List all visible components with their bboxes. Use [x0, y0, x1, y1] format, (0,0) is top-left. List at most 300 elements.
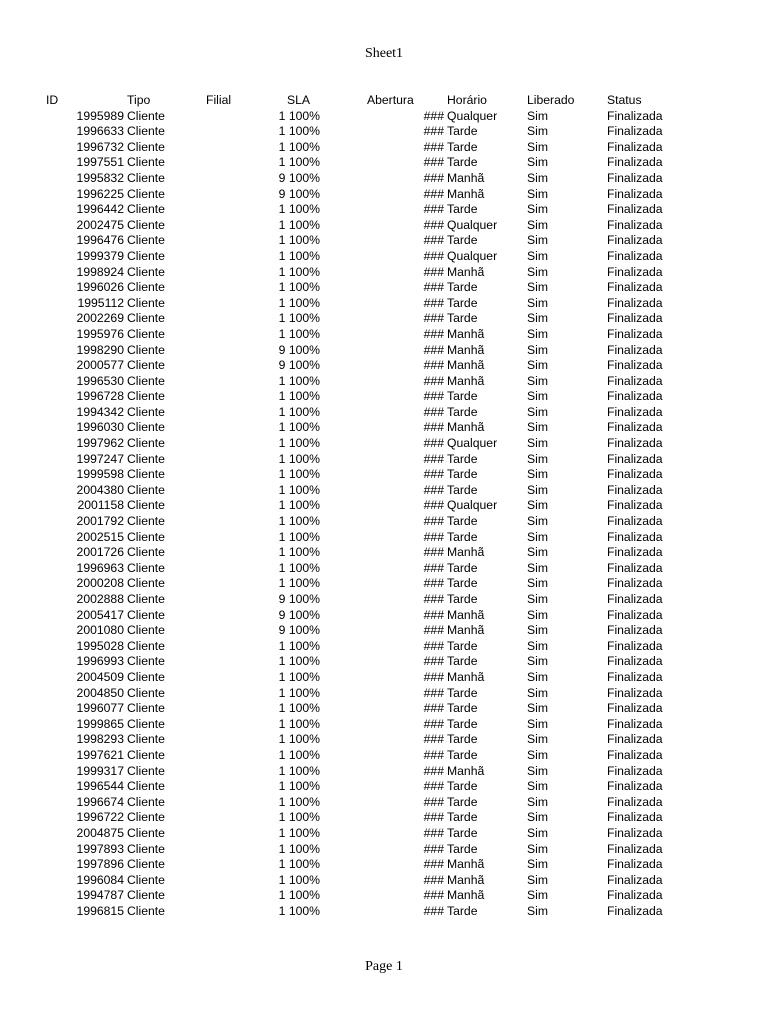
cell-abertura: ### — [423, 124, 444, 139]
cell-id: 2004875 — [76, 825, 124, 840]
cell-id: 1996026 — [76, 280, 124, 295]
cell-status: Finalizada — [607, 451, 663, 466]
table-row — [0, 748, 768, 764]
cell-sla: 1 100% — [278, 810, 320, 825]
table-row — [0, 327, 768, 343]
cell-status: Finalizada — [607, 326, 663, 341]
cell-sla: 1 100% — [278, 888, 320, 903]
cell-status: Finalizada — [607, 311, 663, 326]
cell-abertura: ### — [423, 732, 444, 747]
cell-liberado: Sim — [527, 467, 548, 482]
cell-abertura: ### — [423, 233, 444, 248]
column-header-liberado: Liberado — [527, 93, 575, 107]
cell-abertura: ### — [423, 420, 444, 435]
cell-id: 1997621 — [76, 747, 124, 762]
cell-liberado: Sim — [527, 155, 548, 170]
table-row — [0, 358, 768, 374]
cell-id: 1995976 — [76, 326, 124, 341]
cell-liberado: Sim — [527, 248, 548, 263]
cell-sla: 1 100% — [278, 638, 320, 653]
cell-horario: Tarde — [447, 560, 478, 575]
cell-sla: 1 100% — [278, 233, 320, 248]
cell-id: 1997896 — [76, 857, 124, 872]
cell-horario: Tarde — [447, 654, 478, 669]
table-row — [0, 109, 768, 125]
cell-id: 1996530 — [76, 373, 124, 388]
table-row — [0, 857, 768, 873]
table-row — [0, 608, 768, 624]
cell-sla: 1 100% — [278, 373, 320, 388]
cell-horario: Tarde — [447, 467, 478, 482]
cell-horario: Tarde — [447, 592, 478, 606]
cell-tipo: Cliente — [127, 482, 165, 497]
cell-id: 1996442 — [76, 202, 124, 217]
cell-abertura: ### — [423, 560, 444, 575]
cell-tipo: Cliente — [127, 248, 165, 263]
cell-abertura: ### — [423, 841, 444, 856]
cell-id: 1996476 — [76, 233, 124, 248]
cell-sla: 1 100% — [278, 155, 320, 170]
cell-tipo: Cliente — [127, 857, 165, 872]
cell-liberado: Sim — [527, 420, 548, 435]
cell-abertura: ### — [423, 186, 444, 201]
cell-id: 1997893 — [76, 841, 124, 856]
table-row — [0, 514, 768, 530]
cell-status: Finalizada — [607, 560, 663, 575]
cell-status: Finalizada — [607, 155, 663, 170]
cell-horario: Manhã — [447, 326, 485, 341]
cell-sla: 9 100% — [278, 358, 320, 373]
cell-liberado: Sim — [527, 716, 548, 731]
cell-id: 1996225 — [76, 186, 124, 201]
cell-liberado: Sim — [527, 342, 548, 357]
cell-status: Finalizada — [607, 170, 663, 185]
cell-tipo: Cliente — [127, 108, 165, 123]
cell-liberado: Sim — [527, 638, 548, 653]
cell-liberado: Sim — [527, 451, 548, 466]
cell-liberado: Sim — [527, 186, 548, 201]
cell-abertura: ### — [423, 514, 444, 529]
cell-status: Finalizada — [607, 404, 663, 419]
cell-liberado: Sim — [527, 888, 548, 903]
cell-sla: 1 100% — [278, 467, 320, 482]
cell-status: Finalizada — [607, 576, 663, 591]
cell-abertura: ### — [423, 763, 444, 778]
cell-tipo: Cliente — [127, 747, 165, 762]
cell-status: Finalizada — [607, 841, 663, 856]
cell-horario: Manhã — [447, 888, 485, 903]
table-row — [0, 343, 768, 359]
cell-liberado: Sim — [527, 903, 548, 918]
cell-tipo: Cliente — [127, 186, 165, 201]
cell-abertura: ### — [423, 467, 444, 482]
cell-horario: Manhã — [447, 857, 485, 872]
cell-liberado: Sim — [527, 607, 548, 622]
cell-liberado: Sim — [527, 825, 548, 840]
cell-sla: 1 100% — [278, 872, 320, 887]
cell-tipo: Cliente — [127, 560, 165, 575]
cell-sla: 1 100% — [278, 545, 320, 560]
cell-id: 1996993 — [76, 654, 124, 669]
cell-liberado: Sim — [527, 498, 548, 513]
table-row — [0, 218, 768, 234]
cell-sla: 1 100% — [278, 482, 320, 497]
cell-abertura: ### — [423, 747, 444, 762]
cell-status: Finalizada — [607, 857, 663, 872]
cell-sla: 1 100% — [278, 295, 320, 310]
cell-horario: Tarde — [447, 903, 478, 918]
cell-tipo: Cliente — [127, 124, 165, 139]
cell-horario: Tarde — [447, 529, 478, 544]
cell-abertura: ### — [423, 779, 444, 794]
cell-tipo: Cliente — [127, 202, 165, 217]
table-row — [0, 140, 768, 156]
cell-abertura: ### — [423, 248, 444, 263]
cell-tipo: Cliente — [127, 217, 165, 232]
cell-sla: 1 100% — [278, 202, 320, 217]
cell-abertura: ### — [423, 451, 444, 466]
cell-abertura: ### — [423, 373, 444, 388]
cell-tipo: Cliente — [127, 358, 165, 373]
cell-liberado: Sim — [527, 857, 548, 872]
table-row — [0, 873, 768, 889]
cell-sla: 1 100% — [278, 529, 320, 544]
cell-sla: 1 100% — [278, 389, 320, 404]
cell-liberado: Sim — [527, 763, 548, 778]
cell-horario: Tarde — [447, 451, 478, 466]
cell-id: 1997962 — [76, 436, 124, 451]
cell-tipo: Cliente — [127, 592, 165, 606]
cell-sla: 1 100% — [278, 576, 320, 591]
cell-id: 1996732 — [76, 139, 124, 154]
cell-horario: Tarde — [447, 794, 478, 809]
table-row — [0, 171, 768, 187]
cell-abertura: ### — [423, 872, 444, 887]
cell-horario: Tarde — [447, 155, 478, 170]
table-row — [0, 623, 768, 639]
cell-abertura: ### — [423, 545, 444, 560]
cell-liberado: Sim — [527, 170, 548, 185]
table-row — [0, 202, 768, 218]
table-row — [0, 155, 768, 171]
cell-horario: Tarde — [447, 514, 478, 529]
cell-sla: 1 100% — [278, 498, 320, 513]
cell-liberado: Sim — [527, 202, 548, 217]
cell-liberado: Sim — [527, 264, 548, 279]
table-row — [0, 826, 768, 842]
cell-id: 2004509 — [76, 669, 124, 684]
cell-sla: 9 100% — [278, 342, 320, 357]
cell-id: 2002515 — [76, 529, 124, 544]
cell-liberado: Sim — [527, 108, 548, 123]
cell-horario: Qualquer — [447, 436, 498, 451]
cell-status: Finalizada — [607, 202, 663, 217]
cell-horario: Manhã — [447, 358, 485, 373]
cell-id: 1999379 — [76, 248, 124, 263]
cell-liberado: Sim — [527, 311, 548, 326]
table-row — [0, 389, 768, 405]
cell-abertura: ### — [423, 108, 444, 123]
cell-horario: Qualquer — [447, 108, 498, 123]
cell-abertura: ### — [423, 295, 444, 310]
cell-id: 1998924 — [76, 264, 124, 279]
cell-status: Finalizada — [607, 280, 663, 295]
cell-sla: 1 100% — [278, 264, 320, 279]
column-header-status: Status — [607, 93, 642, 107]
table-row — [0, 374, 768, 390]
cell-tipo: Cliente — [127, 576, 165, 591]
column-header-horario: Horário — [447, 93, 487, 107]
table-row — [0, 779, 768, 795]
cell-status: Finalizada — [607, 248, 663, 263]
cell-abertura: ### — [423, 623, 444, 638]
cell-id: 1994342 — [76, 404, 124, 419]
cell-liberado: Sim — [527, 326, 548, 341]
table-row — [0, 561, 768, 577]
cell-status: Finalizada — [607, 794, 663, 809]
cell-tipo: Cliente — [127, 794, 165, 809]
cell-abertura: ### — [423, 280, 444, 295]
cell-sla: 1 100% — [278, 280, 320, 295]
cell-horario: Qualquer — [447, 498, 498, 513]
cell-liberado: Sim — [527, 545, 548, 560]
cell-sla: 1 100% — [278, 903, 320, 918]
cell-horario: Tarde — [447, 280, 478, 295]
cell-liberado: Sim — [527, 358, 548, 373]
table-row — [0, 296, 768, 312]
cell-id: 1996815 — [76, 903, 124, 918]
cell-sla: 1 100% — [278, 139, 320, 154]
cell-id: 2002888 — [76, 592, 124, 606]
cell-status: Finalizada — [607, 716, 663, 731]
cell-horario: Manhã — [447, 872, 485, 887]
cell-horario: Qualquer — [447, 217, 498, 232]
cell-horario: Tarde — [447, 779, 478, 794]
cell-horario: Tarde — [447, 701, 478, 716]
cell-status: Finalizada — [607, 732, 663, 747]
cell-sla: 1 100% — [278, 560, 320, 575]
cell-id: 2002269 — [76, 311, 124, 326]
cell-tipo: Cliente — [127, 280, 165, 295]
cell-abertura: ### — [423, 576, 444, 591]
cell-sla: 1 100% — [278, 311, 320, 326]
cell-tipo: Cliente — [127, 373, 165, 388]
cell-sla: 1 100% — [278, 451, 320, 466]
cell-id: 1996077 — [76, 701, 124, 716]
table-row — [0, 639, 768, 655]
column-header-id: ID — [46, 93, 59, 107]
cell-id: 2001158 — [77, 498, 124, 513]
cell-tipo: Cliente — [127, 623, 165, 638]
table-row — [0, 670, 768, 686]
cell-tipo: Cliente — [127, 685, 165, 700]
cell-id: 2001080 — [76, 623, 124, 638]
cell-tipo: Cliente — [127, 529, 165, 544]
table-row — [0, 701, 768, 717]
cell-id: 1998293 — [76, 732, 124, 747]
cell-liberado: Sim — [527, 701, 548, 716]
cell-id: 1996084 — [76, 872, 124, 887]
cell-id: 1995028 — [76, 638, 124, 653]
cell-status: Finalizada — [607, 607, 663, 622]
cell-liberado: Sim — [527, 514, 548, 529]
cell-sla: 1 100% — [278, 514, 320, 529]
cell-horario: Tarde — [447, 747, 478, 762]
cell-id: 1996722 — [76, 810, 124, 825]
cell-status: Finalizada — [607, 467, 663, 482]
cell-status: Finalizada — [607, 233, 663, 248]
cell-tipo: Cliente — [127, 420, 165, 435]
cell-abertura: ### — [423, 264, 444, 279]
header-row — [0, 93, 768, 109]
cell-status: Finalizada — [607, 420, 663, 435]
cell-horario: Manhã — [447, 186, 485, 201]
cell-tipo: Cliente — [127, 233, 165, 248]
cell-id: 1999598 — [76, 467, 124, 482]
cell-horario: Manhã — [447, 264, 485, 279]
cell-id: 2004850 — [76, 685, 124, 700]
cell-status: Finalizada — [607, 592, 663, 606]
cell-status: Finalizada — [607, 638, 663, 653]
cell-horario: Tarde — [447, 139, 478, 154]
cell-tipo: Cliente — [127, 903, 165, 918]
cell-horario: Manhã — [447, 373, 485, 388]
cell-horario: Manhã — [447, 623, 485, 638]
cell-liberado: Sim — [527, 685, 548, 700]
cell-sla: 9 100% — [278, 623, 320, 638]
table-row — [0, 483, 768, 499]
cell-tipo: Cliente — [127, 342, 165, 357]
table-row — [0, 764, 768, 780]
cell-status: Finalizada — [607, 810, 663, 825]
cell-id: 2001792 — [76, 514, 124, 529]
cell-abertura: ### — [423, 903, 444, 918]
cell-liberado: Sim — [527, 779, 548, 794]
cell-abertura: ### — [423, 669, 444, 684]
cell-sla: 9 100% — [278, 170, 320, 185]
cell-tipo: Cliente — [127, 389, 165, 404]
cell-status: Finalizada — [607, 295, 663, 310]
cell-id: 2000208 — [76, 576, 124, 591]
cell-id: 1995989 — [76, 108, 124, 123]
table-row — [0, 265, 768, 281]
cell-horario: Manhã — [447, 342, 485, 357]
cell-horario: Tarde — [447, 638, 478, 653]
cell-sla: 1 100% — [278, 108, 320, 123]
cell-status: Finalizada — [607, 888, 663, 903]
cell-liberado: Sim — [527, 794, 548, 809]
cell-abertura: ### — [423, 139, 444, 154]
cell-liberado: Sim — [527, 373, 548, 388]
cell-liberado: Sim — [527, 436, 548, 451]
cell-abertura: ### — [423, 810, 444, 825]
cell-abertura: ### — [423, 202, 444, 217]
cell-abertura: ### — [423, 529, 444, 544]
table-row — [0, 576, 768, 592]
table-row — [0, 124, 768, 140]
table-row — [0, 717, 768, 733]
cell-horario: Tarde — [447, 202, 478, 217]
cell-status: Finalizada — [607, 358, 663, 373]
cell-id: 1996674 — [76, 794, 124, 809]
table-row — [0, 311, 768, 327]
cell-id: 2005417 — [76, 607, 124, 622]
cell-liberado: Sim — [527, 669, 548, 684]
cell-id: 1996030 — [76, 420, 124, 435]
cell-tipo: Cliente — [127, 763, 165, 778]
cell-id: 1996633 — [76, 124, 124, 139]
cell-sla: 1 100% — [278, 248, 320, 263]
cell-abertura: ### — [423, 389, 444, 404]
cell-status: Finalizada — [607, 825, 663, 840]
table-row — [0, 452, 768, 468]
table-row — [0, 280, 768, 296]
cell-id: 2002475 — [76, 217, 124, 232]
cell-id: 1996963 — [76, 560, 124, 575]
cell-sla: 1 100% — [278, 794, 320, 809]
cell-tipo: Cliente — [127, 545, 165, 560]
cell-tipo: Cliente — [127, 467, 165, 482]
cell-status: Finalizada — [607, 108, 663, 123]
column-header-tipo: Tipo — [127, 93, 151, 107]
cell-tipo: Cliente — [127, 311, 165, 326]
cell-horario: Tarde — [447, 576, 478, 591]
cell-abertura: ### — [423, 607, 444, 622]
cell-tipo: Cliente — [127, 716, 165, 731]
cell-abertura: ### — [423, 342, 444, 357]
cell-tipo: Cliente — [127, 841, 165, 856]
table-row — [0, 530, 768, 546]
cell-liberado: Sim — [527, 592, 548, 606]
table-row — [0, 686, 768, 702]
cell-abertura: ### — [423, 654, 444, 669]
cell-tipo: Cliente — [127, 888, 165, 903]
cell-tipo: Cliente — [127, 732, 165, 747]
table-row — [0, 187, 768, 203]
cell-status: Finalizada — [607, 779, 663, 794]
cell-id: 2001726 — [76, 545, 124, 560]
cell-sla: 1 100% — [278, 420, 320, 435]
cell-tipo: Cliente — [127, 451, 165, 466]
cell-sla: 1 100% — [278, 685, 320, 700]
cell-abertura: ### — [423, 326, 444, 341]
cell-abertura: ### — [423, 436, 444, 451]
cell-sla: 1 100% — [278, 841, 320, 856]
cell-sla: 1 100% — [278, 436, 320, 451]
page-number: Page 1 — [365, 959, 403, 974]
cell-sla: 9 100% — [278, 186, 320, 201]
table-row — [0, 420, 768, 436]
cell-liberado: Sim — [527, 810, 548, 825]
table-row — [0, 904, 768, 920]
cell-status: Finalizada — [607, 763, 663, 778]
cell-sla: 9 100% — [278, 607, 320, 622]
spreadsheet-table — [0, 93, 768, 919]
cell-abertura: ### — [423, 404, 444, 419]
cell-horario: Tarde — [447, 311, 478, 326]
cell-tipo: Cliente — [127, 498, 165, 513]
cell-liberado: Sim — [527, 280, 548, 295]
table-row — [0, 842, 768, 858]
cell-liberado: Sim — [527, 747, 548, 762]
table-row — [0, 249, 768, 265]
table-row — [0, 888, 768, 904]
cell-tipo: Cliente — [127, 607, 165, 622]
cell-sla: 1 100% — [278, 404, 320, 419]
cell-liberado: Sim — [527, 841, 548, 856]
cell-horario: Tarde — [447, 404, 478, 419]
cell-status: Finalizada — [607, 389, 663, 404]
